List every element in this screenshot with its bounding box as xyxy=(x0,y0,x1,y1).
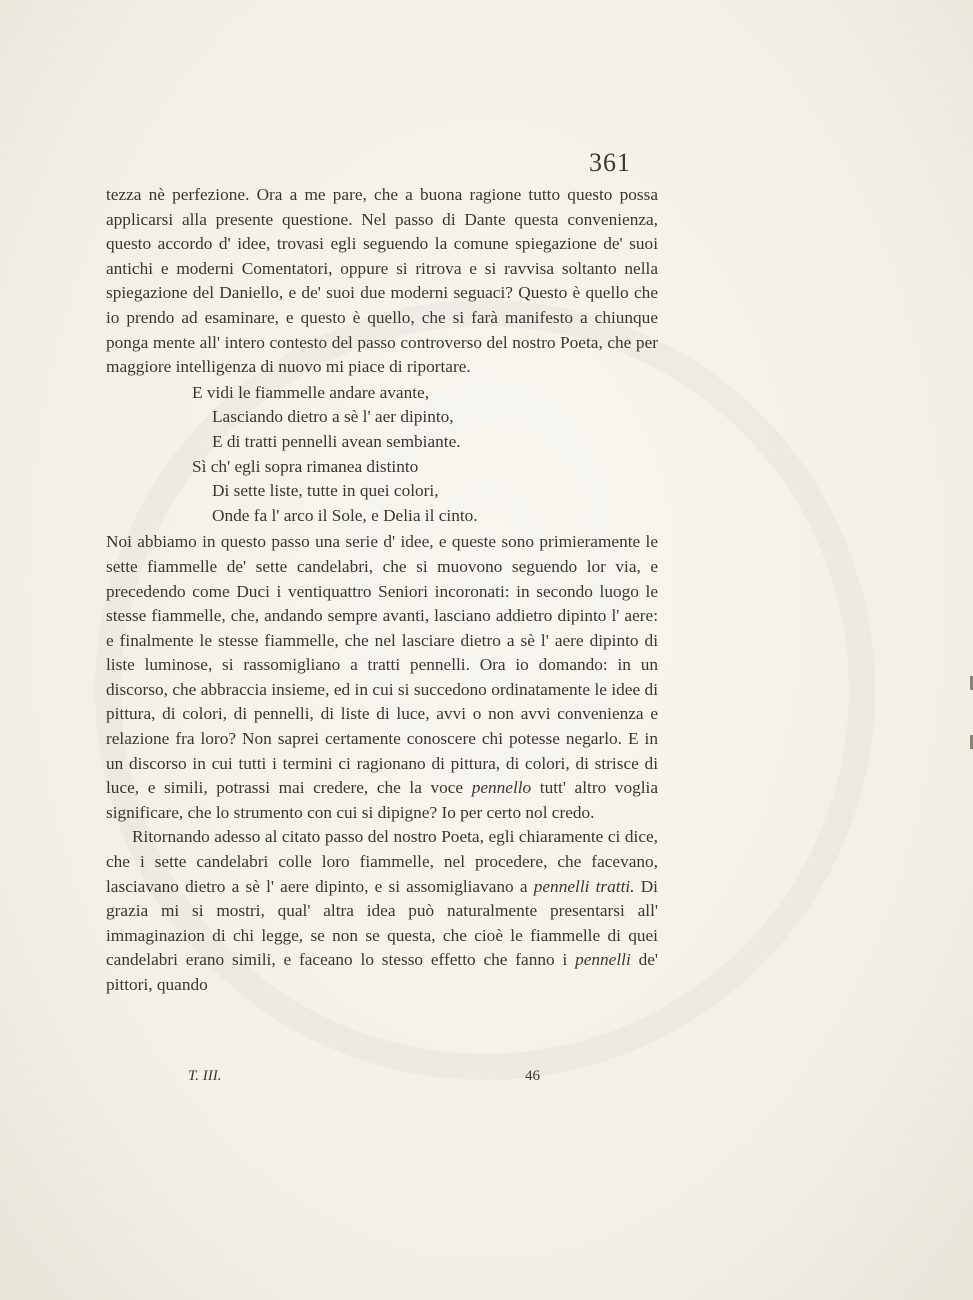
page-number: 361 xyxy=(589,148,631,177)
verse-line: Onde fa l' arco il Sole, e Delia il cinto. xyxy=(212,505,478,525)
verse-line: Lasciando dietro a sè l' aer dipinto, xyxy=(212,407,454,427)
text-run: de' pittori, quando xyxy=(106,950,658,994)
verse-quotation xyxy=(106,381,658,529)
text-run: Noi abbiamo in questo passo una serie d' idee, e queste sono primieramente le sette fiammelle de' sette candelabri, che si muovono seguendo lor via, e precedendo come Duci i ventiquattro Seniori incoronati: in secondo luogo le stesse fiammelle, che, andando sempre avanti, lasciano addietro dipinto l' aere: e finalmente le stesse fiammelle, che nel lasciare dietro a sè l' aere dipinto di liste luminose, si rassomigliano a tratti pennelli. Ora io domando: in un discorso, che abbraccia insieme, ed in cui si succedono ordinatamente le idee di pittura, di colori, di pennelli, di liste di luce, avvi o non avvi convenienza e relazione fra loro? Non saprei certamente conoscere chi potesse negarlo. E in un discorso in cui tutti i termini ci ragionano di pittura, di colori, di strisce di luce, e simili, potrassi mai credere, che la voce xyxy=(106,532,658,798)
paragraph-intro: tezza nè perfezione. Ora a me pare, che a buona ragione tutto questo possa applicarsi alla presente questione. Nel passo di Dante questa convenienza, questo accordo d' idee, trovasi egli seguendo la comune spiegazione de' suoi antichi e moderni Comentatori, oppure si ritrova e si ravvisa soltanto nella spiegazione del Daniello, e de' suoi due moderni seguaci? Questo è quello che io prendo ad esaminare, e questo è quello, che si farà manifesto a chiunque ponga mente all' intero contesto del passo controverso del nostro Poeta, che per maggiore intelligenza di nuovo mi piace di riportare. xyxy=(106,185,658,377)
italic-term: pennelli tratti. xyxy=(533,876,635,896)
text-run: tutt' altro voglia significare, che lo strumento con cui si dipigne? Io per certo nol credo. xyxy=(106,778,658,822)
text-run: Di grazia mi si mostri, qual' altra idea può naturalmente presentarsi all' immaginazion di chi legge, se non se questa, che cioè le fiammelle di quei candelabri erano simili, e faceano lo stesso effetto che fanno i xyxy=(106,876,658,970)
verse-line: Di sette liste, tutte in quei colori, xyxy=(212,481,439,501)
paragraph-conclusion xyxy=(106,825,658,997)
verse-line: E di tratti pennelli avean sembiante. xyxy=(212,431,461,451)
body-text xyxy=(106,183,658,998)
sheet-number: 46 xyxy=(525,1068,540,1084)
italic-term: pennello xyxy=(471,778,532,798)
verse-line: Sì ch' egli sopra rimanea distinto xyxy=(192,456,419,476)
paragraph-analysis xyxy=(106,530,658,825)
volume-signature: T. III. xyxy=(188,1068,222,1084)
italic-term: pennelli xyxy=(575,950,631,970)
verse-line: E vidi le fiammelle andare avante, xyxy=(192,382,430,402)
text-run: Ritornando adesso al citato passo del nostro Poeta, egli chiaramente ci dice, che i sette candelabri colle loro fiammelle, nel procedere, che facevano, lasciavano dietro a sè l' aere dipinto, e si assomigliavano a xyxy=(106,827,658,896)
